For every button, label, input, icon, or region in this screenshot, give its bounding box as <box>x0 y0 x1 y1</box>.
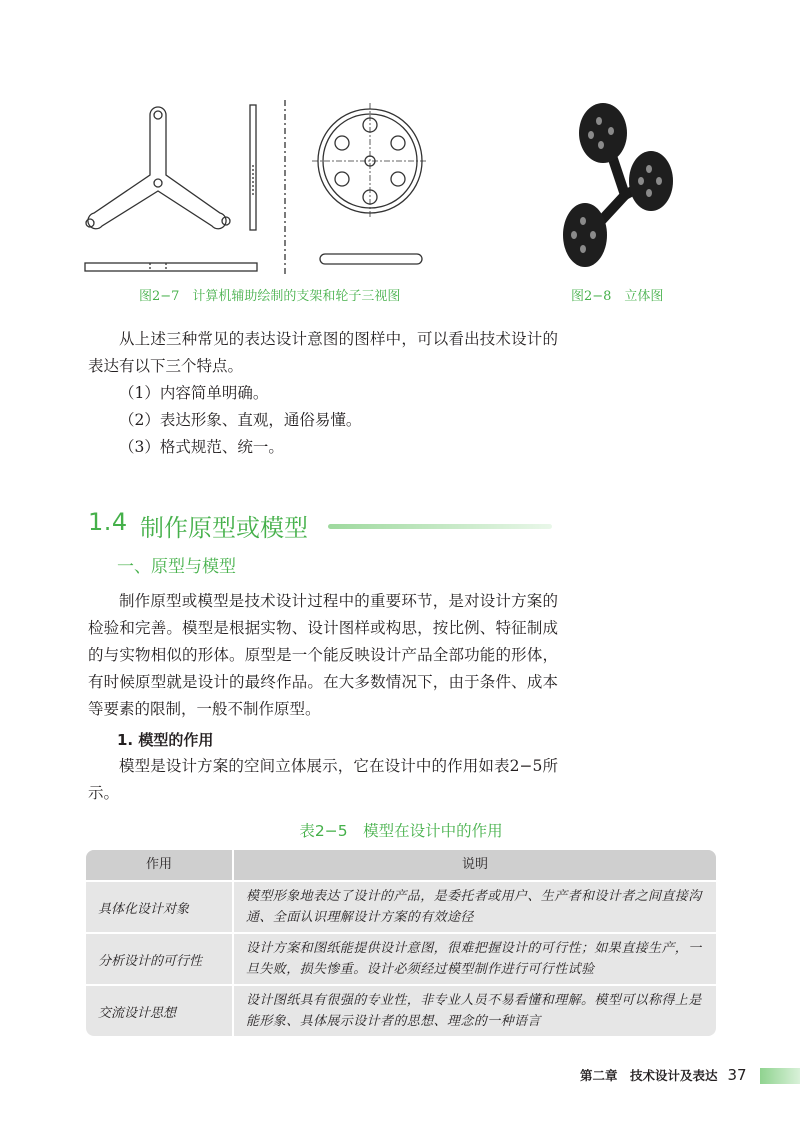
section-paragraph <box>88 588 558 723</box>
sub-heading: 1. 模型的作用 <box>117 731 214 749</box>
intro-item-2: （2）表达形象、直观，通俗易懂。 <box>119 411 362 429</box>
figure-2-7-caption: 图2−7 计算机辅助绘制的支架和轮子三视图 <box>139 289 401 304</box>
page-number: 37 <box>727 1066 747 1084</box>
column-divider <box>232 850 234 1036</box>
section-rule <box>328 524 552 529</box>
footer-accent-bar <box>760 1068 800 1084</box>
section-title: 制作原型或模型 <box>140 514 308 542</box>
sub-paragraph <box>88 753 558 807</box>
subsection-title: 一、原型与模型 <box>117 557 236 577</box>
page-footer <box>580 1066 747 1084</box>
sub-paragraph-text: 模型是设计方案的空间立体展示，它在设计中的作用如表2−5所示。 <box>88 757 558 802</box>
table-title: 表2−5 模型在设计中的作用 <box>299 822 503 840</box>
header-role: 作用 <box>145 857 172 872</box>
section-number: 1.4 <box>88 508 128 536</box>
bracket-wheel-drawing <box>80 95 440 280</box>
table-row-1-role: 具体化设计对象 <box>98 901 190 917</box>
figure-2-8-caption: 图2−8 立体图 <box>571 289 664 304</box>
intro-text <box>88 326 558 461</box>
role-table <box>86 850 716 1036</box>
table-row-3-role: 交流设计思想 <box>98 1005 177 1021</box>
table-row-2-role: 分析设计的可行性 <box>98 953 203 969</box>
intro-lead: 从上述三种常见的表达设计意图的图样中，可以看出技术设计的表达有以下三个特点。 <box>88 330 558 375</box>
table-row-3-desc: 设计图纸具有很强的专业性，非专业人员不易看懂和理解。模型可以称得上是能形象、具体展示设计者的思想、理念的一种语言 <box>246 993 702 1029</box>
intro-item-3: （3）格式规范、统一。 <box>119 438 284 456</box>
intro-item-1: （1）内容简单明确。 <box>119 384 269 402</box>
section-paragraph-text: 制作原型或模型是技术设计过程中的重要环节，是对设计方案的检验和完善。模型是根据实物、设计图样或构思，按比例、特征制成的与实物相似的形体。原型是一个能反映设计产品全部功能的形体，有时候原型就是设计的最终作品。在大多数情况下，由于条件、成本等要素的限制，一般不制作原型。 <box>88 592 558 718</box>
chapter-label: 第二章 技术设计及表达 <box>580 1068 718 1083</box>
table-header <box>86 850 716 880</box>
table-row-1-desc: 模型形象地表达了设计的产品，是委托者或用户、生产者和设计者之间直接沟通、全面认识理解设计方案的有效途径 <box>246 889 702 925</box>
header-desc: 说明 <box>461 857 488 872</box>
bracket-3d-render <box>563 95 683 275</box>
table-row-2-desc: 设计方案和图纸能提供设计意图，很难把握设计的可行性；如果直接生产，一旦失败，损失惨重。设计必须经过模型制作进行可行性试验 <box>246 941 702 977</box>
